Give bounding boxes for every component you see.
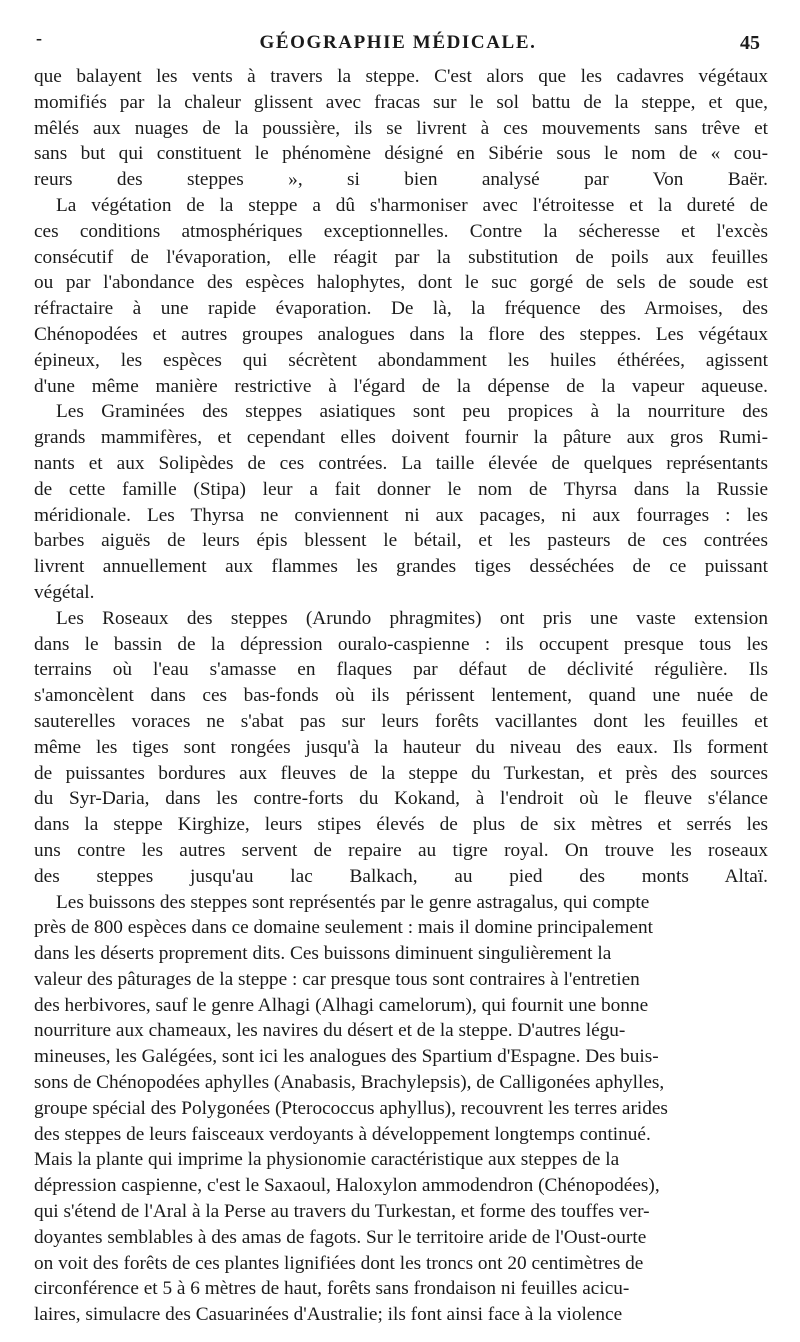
text-line: que balayent les vents à travers la steppe. C'est alors que les cadavres végétaux [34, 66, 768, 87]
page-number: 45 [740, 32, 760, 54]
text-line: nants et aux Solipèdes de ces contrées. La taille élevée de quelques représentants [34, 452, 768, 474]
page-header [36, 28, 760, 62]
text-line: des herbivores, sauf le genre Alhagi (Alhagi camelorum), qui fournit une bonne [34, 994, 649, 1016]
text-line: qui s'étend de l'Aral à la Perse au travers du Turkestan, et forme des touffes ver- [34, 1201, 650, 1223]
paragraph-3 [34, 399, 768, 605]
text-line: laires, simulacre des Casuarinées d'Australie; ils font ainsi face à la violence [34, 1304, 623, 1326]
text-line: dans les déserts proprement dits. Ces buissons diminuent singulièrement la [34, 943, 612, 965]
text-line: on voit des forêts de ces plantes lignifiées dont les troncs ont 20 centimètres de [34, 1252, 644, 1274]
running-title: GÉOGRAPHIE MÉDICALE. [259, 32, 537, 53]
text-line: ou par l'abondance des espèces halophytes, dont le suc gorgé de sels de soude est [34, 272, 768, 294]
text-line: nourriture aux chameaux, les navires du désert et de la steppe. D'autres légu- [34, 1020, 626, 1042]
text-line: s'amoncèlent dans ces bas-fonds où ils périssent lentement, quand une nuée de [34, 685, 768, 707]
text-line: Mais la plante qui imprime la physionomie caractéristique aux steppes de la [34, 1149, 620, 1171]
paragraph-4 [34, 606, 768, 890]
text-line: doyantes semblables à des amas de fagots. Sur le territoire aride de l'Oust-ourte [34, 1226, 647, 1248]
text-line: Les buissons des steppes sont représentés par le genre astragalus, qui compte [56, 891, 650, 913]
text-line: dans le bassin de la dépression ouralo-caspienne : ils occupent presque tous les [34, 633, 768, 655]
text-line: ces conditions atmosphériques exceptionnelles. Contre la sécheresse et l'excès [34, 220, 768, 242]
text-line: valeur des pâturages de la steppe : car presque tous sont contraires à l'entretien [34, 968, 640, 990]
text-line: des steppes jusqu'au lac Balkach, au pied des monts Altaï. [34, 865, 768, 887]
paragraph-5 [34, 890, 768, 1329]
text-line: réfractaire à une rapide évaporation. De là, la fréquence des Armoises, des [34, 298, 768, 320]
text-line: circonférence et 5 à 6 mètres de haut, forêts sans frondaison ni feuilles acicu- [34, 1278, 630, 1300]
text-line: terrains où l'eau s'amasse en flaques par défaut de déclivité régulière. Ils [34, 659, 768, 681]
text-line: de puissantes bordures aux fleuves de la steppe du Turkestan, et près des sources [34, 762, 768, 784]
text-line: livrent annuellement aux flammes les grandes tiges desséchées de ce puissant [34, 556, 768, 578]
text-line: La végétation de la steppe a dû s'harmoniser avec l'étroitesse et la dureté de [56, 194, 768, 216]
text-line: près de 800 espèces dans ce domaine seulement : mais il domine principalement [34, 917, 653, 939]
text-line: méridionale. Les Thyrsa ne conviennent ni aux pacages, ni aux fourrages : les [34, 504, 768, 526]
text-line: barbes aiguës de leurs épis blessent le bétail, et les pasteurs de ces contrées [34, 530, 768, 552]
text-line: uns contre les autres servent de repaire au tigre royal. On trouve les roseaux [34, 839, 768, 861]
text-line: du Syr-Daria, dans les contre-forts du Kokand, à l'endroit où le fleuve s'élance [34, 788, 768, 810]
text-line: épineux, les espèces qui sécrètent abondamment les huiles éthérées, agissent [34, 349, 768, 371]
paragraph-1 [34, 64, 768, 193]
text-line: sons de Chénopodées aphylles (Anabasis, Brachylepsis), de Calligonées aphylles, [34, 1072, 665, 1094]
text-line: mineuses, les Galégées, sont ici les analogues des Spartium d'Espagne. Des buis- [34, 1046, 659, 1068]
paragraph-2 [34, 193, 768, 399]
text-line: groupe spécial des Polygonées (Pterococcus aphyllus), recouvrent les terres arides [34, 1097, 668, 1119]
text-line: Les Roseaux des steppes (Arundo phragmites) ont pris une vaste extension [56, 607, 768, 629]
header-mark: - [36, 28, 42, 48]
text-line: dans la steppe Kirghize, leurs stipes élevés de plus de six mètres et serrés les [34, 814, 768, 836]
text-line: d'une même manière restrictive à l'égard de la dépense de la vapeur aqueuse. [34, 375, 768, 397]
text-line: même les tiges sont rongées jusqu'à la hauteur du niveau des eaux. Ils forment [34, 736, 768, 758]
text-line: de cette famille (Stipa) leur a fait donner le nom de Thyrsa dans la Russie [34, 478, 768, 500]
text-line: végétal. [34, 581, 95, 603]
text-line: consécutif de l'évaporation, elle réagit par la substitution de poils aux feuilles [34, 246, 768, 268]
text-line: sans but qui constituent le phénomène désigné en Sibérie sous le nom de « cou- [34, 143, 768, 165]
text-line: sauterelles voraces ne s'abat pas sur leurs forêts vacillantes dont les feuilles et [34, 710, 768, 732]
text-line: reurs des steppes », si bien analysé par Von Baër. [34, 169, 768, 191]
text-line: mêlés aux nuages de la poussière, ils se livrent à ces mouvements sans trêve et [34, 117, 768, 139]
body-text [34, 64, 768, 1328]
text-line: grands mammifères, et cependant elles doivent fournir la pâture aux gros Rumi- [34, 427, 768, 449]
text-line: momifiés par la chaleur glissent avec fracas sur le sol battu de la steppe, et que, [34, 91, 768, 113]
text-line: Chénopodées et autres groupes analogues dans la flore des steppes. Les végétaux [34, 323, 768, 345]
text-line: Les Graminées des steppes asiatiques sont peu propices à la nourriture des [56, 401, 768, 423]
text-line: des steppes de leurs faisceaux verdoyants à développement longtemps continué. [34, 1123, 651, 1145]
text-line: dépression caspienne, c'est le Saxaoul, Haloxylon ammodendron (Chénopodées), [34, 1175, 660, 1197]
